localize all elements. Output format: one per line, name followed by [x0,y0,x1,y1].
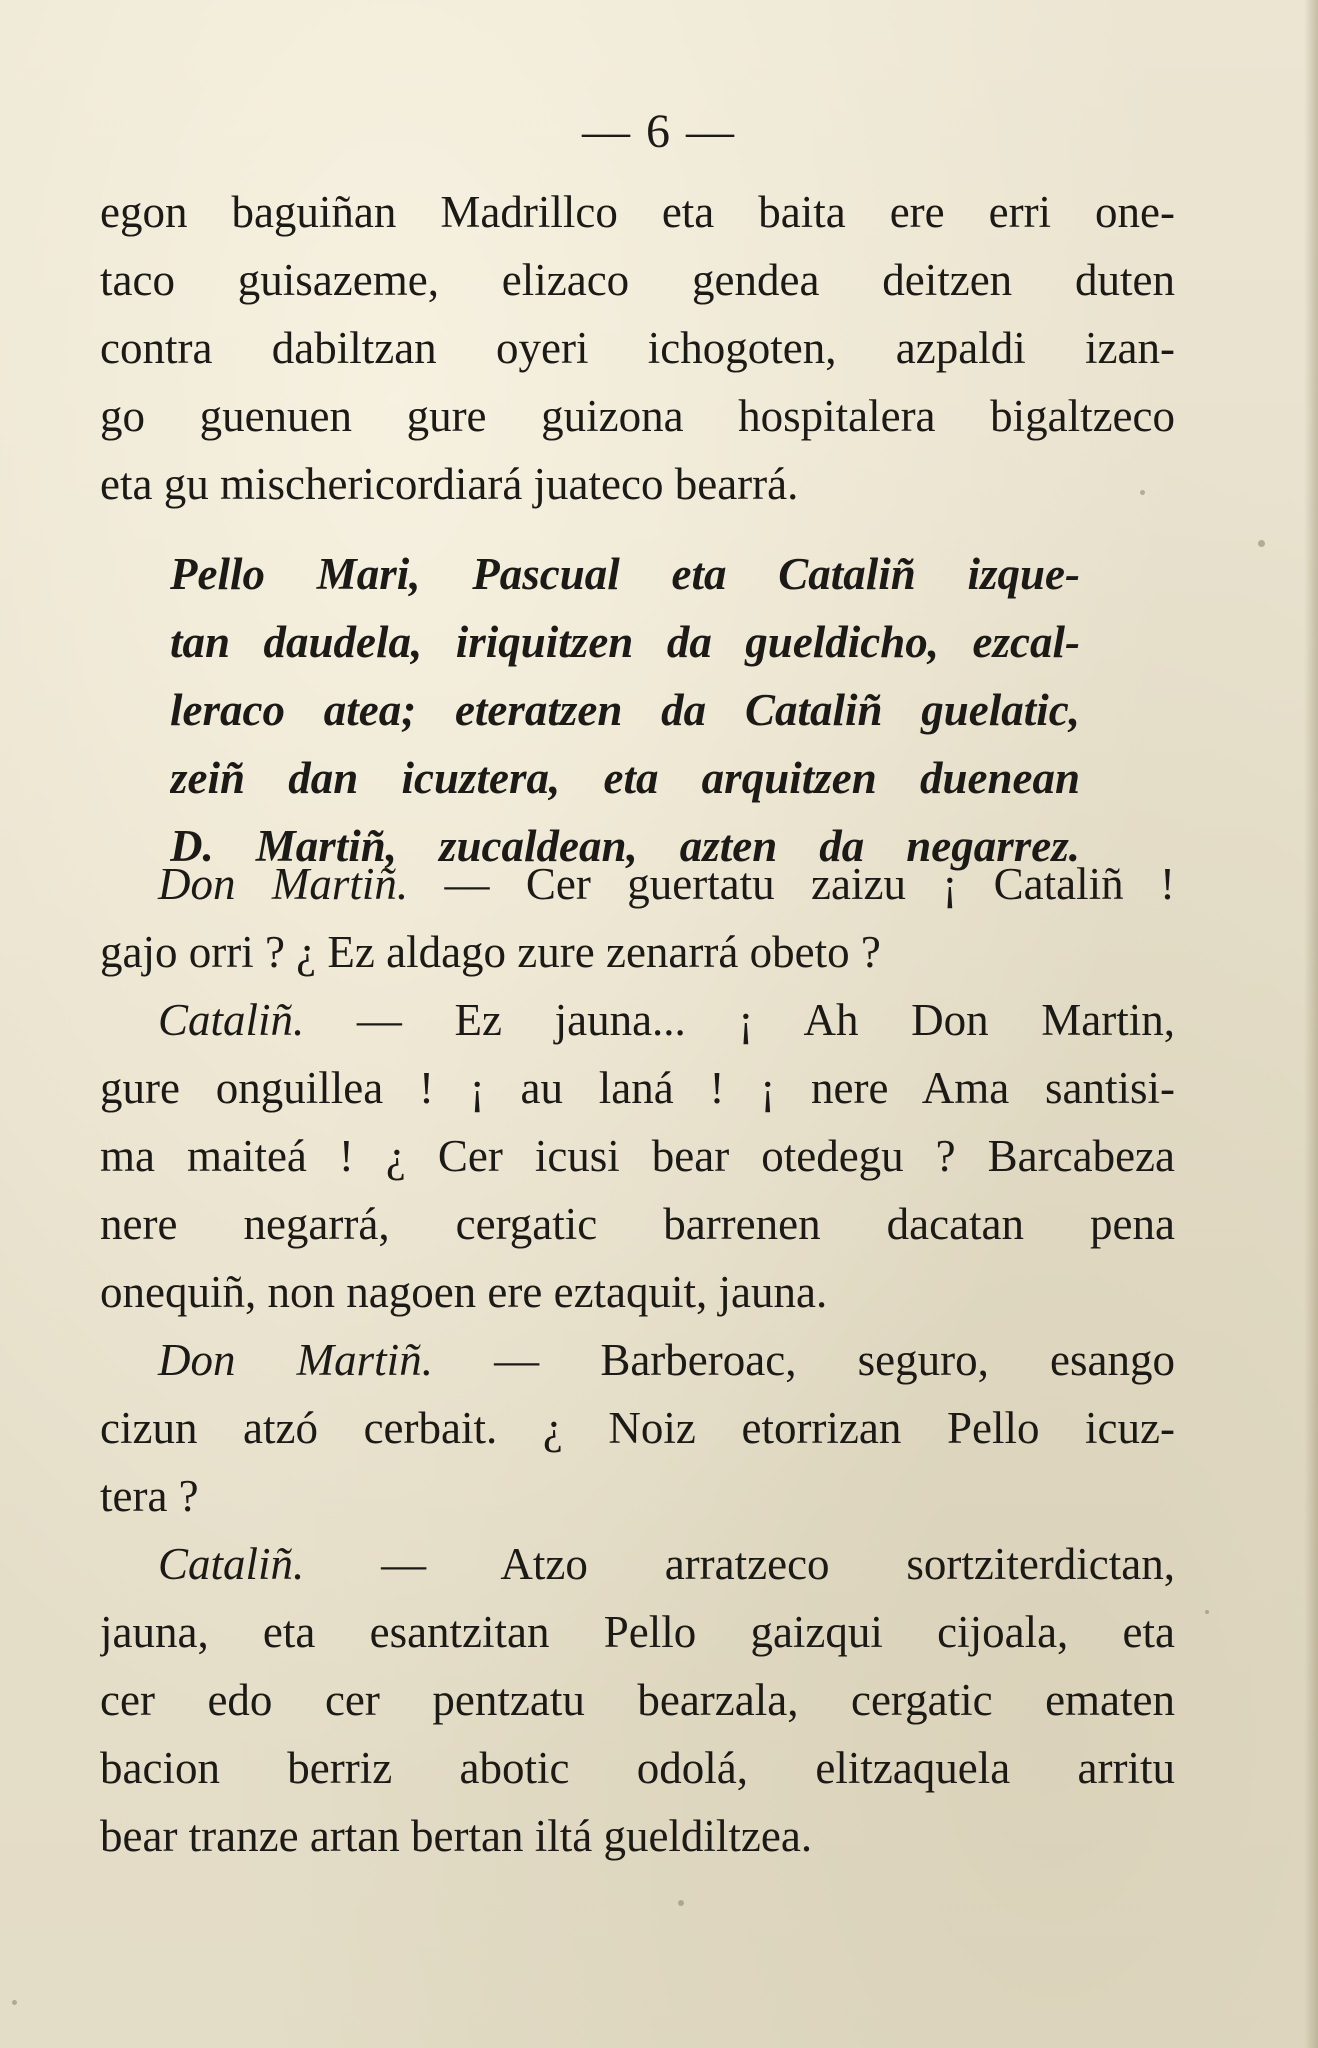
speech-text: — Barberoac, seguro, esango [494,1335,1175,1385]
text-line: eta gu mischericordiará juateco bearrá. [100,459,799,509]
speaker-name: Cataliñ. [158,1539,305,1589]
text-line: ma maiteá ! ¿ Cer icusi bear otedegu ? Barcabeza [100,1131,1175,1181]
text-line: gajo orri ? ¿ Ez aldago zure zenarrá obeto ? [100,927,881,977]
stage-line: Pello Mari, Pascual eta Cataliñ izque- [170,549,1080,599]
speaker-name: Don Martiñ. [158,1335,433,1385]
text-line: cizun atzó cerbait. ¿ Noiz etorrizan Pello icuz- [100,1403,1175,1453]
stage-direction [170,540,1080,880]
text-line: bacion berriz abotic odolá, elitzaquela arritu [100,1743,1175,1793]
dialogue-4 [100,1530,1175,1870]
speaker-name: Don Martiñ. [158,859,409,909]
dialogue-3 [100,1326,1175,1530]
text-line: contra dabiltzan oyeri ichogoten, azpaldi izan- [100,323,1175,373]
text-line: taco guisazeme, elizaco gendea deitzen duten [100,255,1175,305]
paper-speck [1205,1610,1209,1614]
paragraph-1 [100,178,1175,518]
page-number: — 6 — [582,105,736,158]
page-edge-shadow [1304,0,1318,2048]
speaker-name: Cataliñ. [158,995,305,1045]
stage-line: tan daudela, iriquitzen da gueldicho, ezcal- [170,617,1080,667]
speech-text: — Ez jauna... ¡ Ah Don Martin, [356,995,1175,1045]
paper-speck [678,1900,684,1906]
text-line: tera ? [100,1471,199,1521]
text-line: nere negarrá, cergatic barrenen dacatan pena [100,1199,1175,1249]
text-line: gure onguillea ! ¡ au laná ! ¡ nere Ama santisi- [100,1063,1175,1113]
dialogue-2 [100,986,1175,1326]
stage-line: D. Martiñ, zucaldean, azten da negarrez. [170,821,1080,871]
text-line: cer edo cer pentzatu bearzala, cergatic ematen [100,1675,1175,1725]
dialogue-first-line [100,986,1175,1054]
speech-text: — Atzo arratzeco sortziterdictan, [381,1539,1175,1589]
text-line: onequiñ, non nagoen ere eztaquit, jauna. [100,1267,828,1317]
dialogue-first-line [100,850,1175,918]
stage-line: leraco atea; eteratzen da Cataliñ guelatic, [170,685,1080,735]
paper-speck [1140,490,1145,495]
paper-speck [12,2000,17,2005]
dialogue-first-line [100,1326,1175,1394]
speech-text: — Cer guertatu zaizu ¡ Cataliñ ! [444,859,1175,909]
text-line: bear tranze artan bertan iltá gueldiltzea. [100,1811,813,1861]
dialogue-first-line [100,1530,1175,1598]
text-line: egon baguiñan Madrillco eta baita ere erri one- [100,187,1175,237]
dialogue-1 [100,850,1175,986]
text-line: go guenuen gure guizona hospitalera bigaltzeco [100,391,1175,441]
stage-line: zeiñ dan icuztera, eta arquitzen duenean [170,753,1080,803]
paper-speck [1258,540,1265,547]
text-line: jauna, eta esantzitan Pello gaizqui cijoala, eta [100,1607,1175,1657]
